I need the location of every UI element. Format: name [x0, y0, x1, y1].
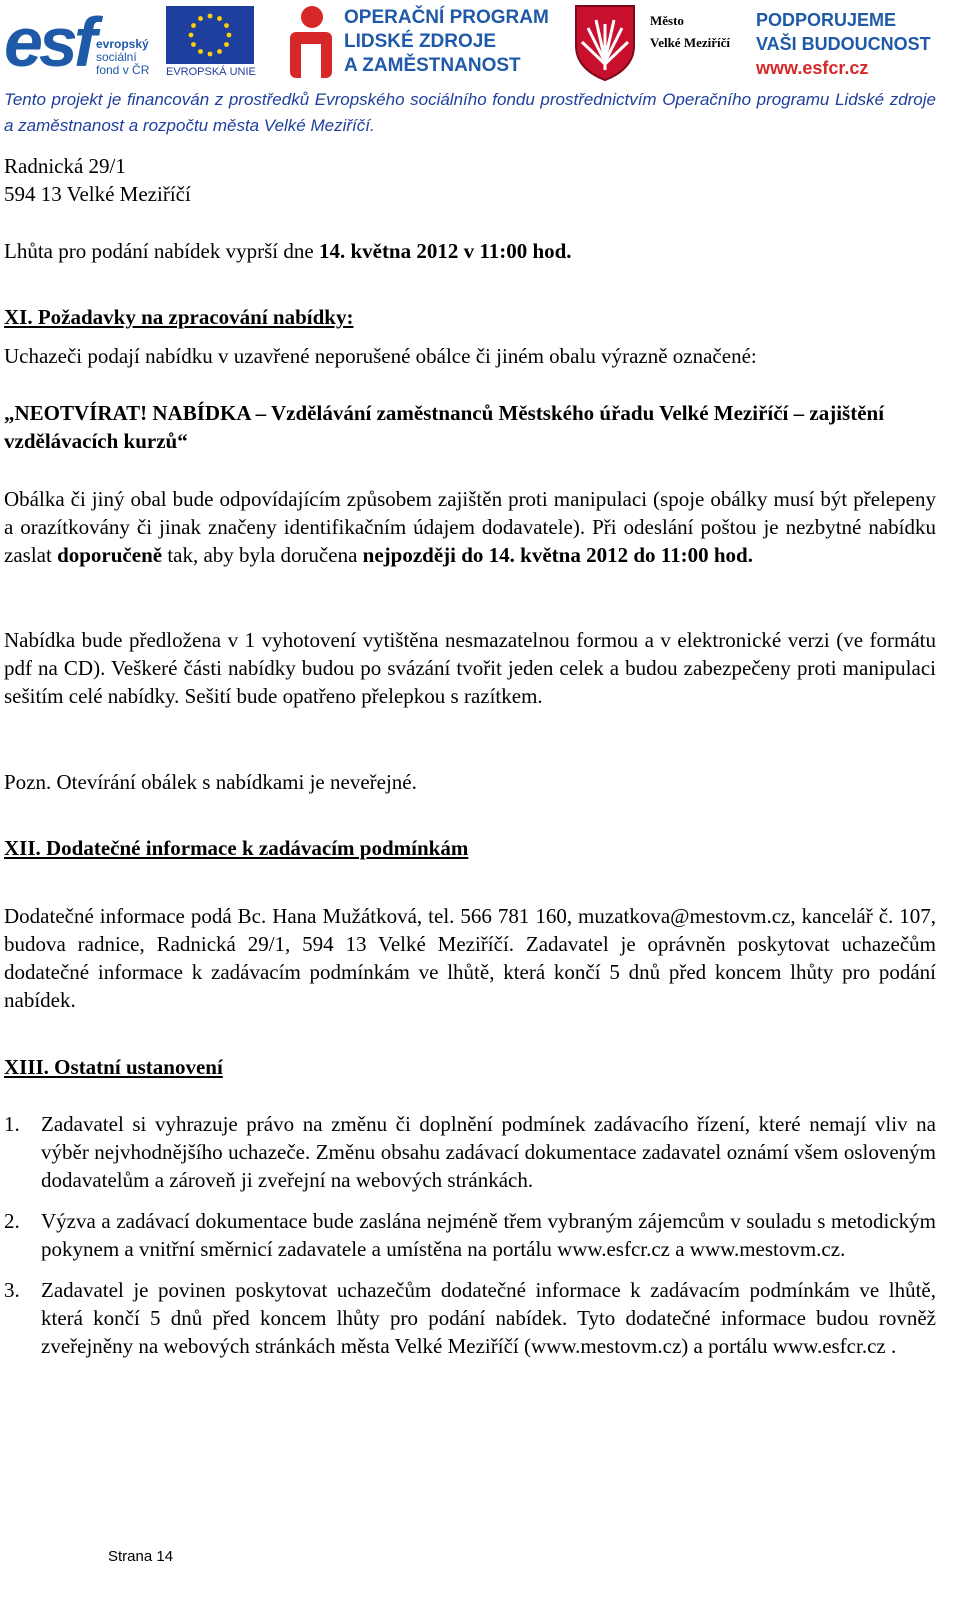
op-text-line: LIDSKÉ ZDROJE [344, 31, 497, 52]
list-item [4, 1110, 936, 1194]
p2-bold-registered: doporučeně [57, 543, 163, 567]
section-xi-heading: XI. Požadavky na zpracování nabídky: [4, 305, 354, 329]
support-logo [756, 8, 956, 80]
section-xii-p1: Dodatečné informace podá Bc. Hana Mužátková, tel. 566 781 160, muzatkova@mestovm.cz, kancelář č. 107, budova radnice, Radnická 29/1, 594 13 Velké Meziříčí. Zadavatel je oprávněn poskytovat uchazečům dodatečné informace k zadávacím podmínkám ve lhůtě, která končí 5 dnů před koncem lhůty pro podání nabídek. [4, 904, 936, 1012]
op-text-line: A ZAMĚSTNANOST [344, 55, 521, 76]
list-item-number: 3. [4, 1278, 20, 1302]
support-text-line: PODPORUJEME [756, 10, 897, 30]
esf-logo: esf [4, 3, 94, 81]
op-text-line: OPERAČNÍ PROGRAM [344, 7, 549, 28]
section-xiii-list [4, 1110, 936, 1360]
esf-text-line: sociální [96, 50, 137, 64]
support-text-line: VAŠI BUDOUCNOST [756, 34, 931, 54]
esf-logo-text [96, 38, 162, 77]
address-line: Radnická 29/1 [4, 154, 126, 178]
city-crest-icon [572, 2, 638, 82]
city-logo-text [650, 10, 750, 54]
list-item [4, 1207, 936, 1263]
section-xi-p1: Uchazeči podají nabídku v uzavřené neporušené obálce či jiném obalu výrazně označené: [4, 344, 757, 368]
eu-label: EVROPSKÁ UNIE [166, 66, 256, 78]
p2-bold-deadline: nejpozději do 14. května 2012 do 11:00 hod. [362, 543, 753, 567]
address-block [4, 152, 936, 208]
address-line: 594 13 Velké Meziříčí [4, 182, 191, 206]
list-item-text: Výzva a zadávací dokumentace bude zaslána nejméně třem vybraným zájemcům v souladu s metodickým pokynem a vnitřní směrnicí zadavatele a umístěna na portálu www.esfcr.cz a www.mestovm.cz. [41, 1209, 936, 1261]
op-logo-text [344, 6, 554, 78]
section-xi-p3: Nabídka bude předložena v 1 vyhotovení vytištěna nesmazatelnou formou a v elektronické verzi (ve formátu pdf na CD). Veškeré části nabídky budou po svázání tvořit jeden celek a budou zabezpečeny proti manipulaci sešitím celé nabídky. Sešití bude opatřeno přelepkou s razítkem. [4, 628, 936, 708]
deadline-date: 14. května 2012 v 11:00 hod. [318, 239, 572, 263]
envelope-label: „NEOTVÍRAT! NABÍDKA – Vzdělávání zaměstnanců Městského úřadu Velké Meziříčí – zajištění vzdělávacích kurzů“ [4, 401, 885, 453]
p2-text: tak, aby byla doručena [162, 543, 363, 567]
list-item-number: 1. [4, 1112, 20, 1136]
section-xi-p2 [4, 485, 936, 569]
esf-text-line: fond v ČR [96, 63, 150, 77]
op-logo-icon [286, 4, 336, 80]
logo-header [0, 0, 960, 86]
eu-flag-icon [166, 6, 254, 64]
deadline-line [4, 237, 936, 265]
list-item-text: Zadavatel je povinen poskytovat uchazečům dodatečné informace k zadávacím podmínkám ve lhůtě, která končí 5 dnů před koncem lhůty pro podání nabídek. Tyto dodatečné informace budou rovněž zveřejněny na webových stránkách města Velké Meziříčí (www.mestovm.cz) a portálu www.esfcr.cz . [41, 1278, 936, 1358]
funding-note: Tento projekt je financován z prostředků Evropského sociálního fondu prostřednictvím Operačního programu Lidské zdroje a zaměstnanost a rozpočtu města Velké Meziříčí. [4, 90, 936, 135]
list-item-text: Zadavatel si vyhrazuje právo na změnu či doplnění podmínek zadávacího řízení, které nemají vliv na výběr nejvhodnějšího uchazeče. Změnu obsahu zadávací dokumentace zadavatel oznámí všem osloveným dodavatelům a zároveň ji zveřejní na webových stránkách. [41, 1112, 936, 1192]
section-xi-note: Pozn. Otevírání obálek s nabídkami je neveřejné. [4, 770, 417, 794]
list-item [4, 1276, 936, 1360]
deadline-prefix: Lhůta pro podání nabídek vyprší dne [4, 239, 319, 263]
p2-text: Obálka či jiný obal bude odpovídajícím způsobem zajištěn proti manipulaci (spoje obálky musí být přelepeny a orazítkovány či jinak značeny identifikačním údajem dodavatele). Při odeslání poštou je nezbytné nabídku zaslat [4, 487, 936, 567]
list-item-number: 2. [4, 1209, 20, 1233]
city-text-line: Město [650, 13, 684, 28]
page-number: Strana 14 [108, 1548, 174, 1565]
section-xii-heading: XII. Dodatečné informace k zadávacím podmínkám [4, 836, 469, 860]
esf-text-line: evropský [96, 37, 149, 51]
city-text-line: Velké Meziříčí [650, 35, 731, 50]
support-url: www.esfcr.cz [756, 58, 869, 78]
section-xiii-heading: XIII. Ostatní ustanovení [4, 1055, 223, 1079]
